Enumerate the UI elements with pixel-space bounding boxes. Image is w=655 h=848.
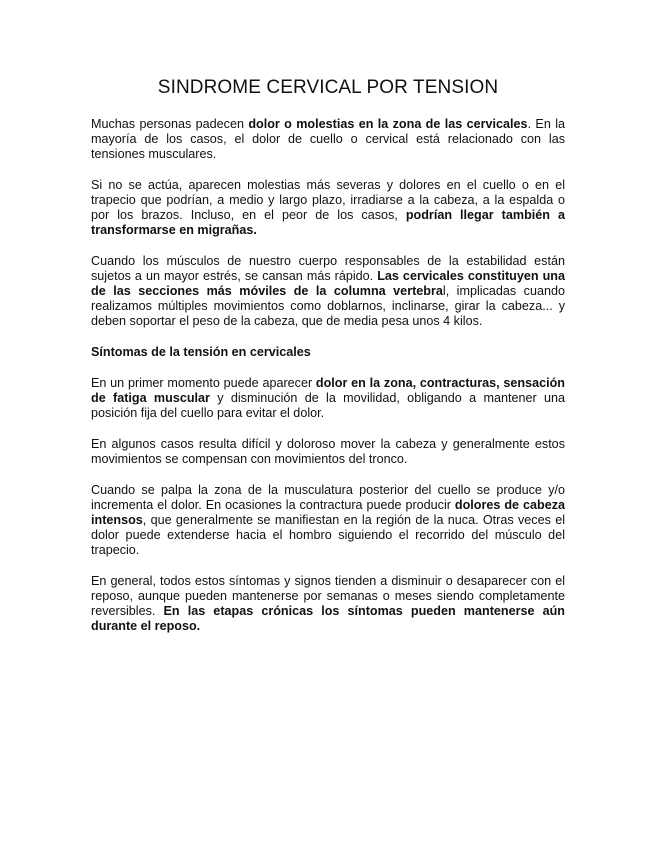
page-title: SINDROME CERVICAL POR TENSION [157, 77, 499, 98]
text-segment: En general, todos estos síntomas y signos tienden a disminuir o desaparecer con el reposo, aunque pueden mantenerse por semanas o meses siendo completamente reversibles. [91, 574, 565, 618]
paragraph [91, 178, 565, 238]
text-segment: En algunos casos resulta difícil y doloroso mover la cabeza y generalmente estos movimientos se compensan con movimientos del tronco. [91, 437, 565, 466]
intro-section [91, 117, 565, 329]
bold-text-segment: En las etapas crónicas los síntomas pueden mantenerse aún durante el reposo. [91, 604, 565, 633]
paragraph [91, 376, 565, 421]
text-segment: Cuando los músculos de nuestro cuerpo responsables de la estabilidad están sujetos a un mayor estrés, se cansan más rápido. [91, 254, 565, 283]
symptoms-section [91, 376, 565, 634]
text-segment: Muchas personas padecen [91, 117, 249, 131]
paragraph [91, 117, 565, 162]
paragraph [91, 574, 565, 634]
text-segment: En un primer momento puede aparecer [91, 376, 316, 390]
paragraph [91, 437, 565, 467]
text-segment: y disminución de la movilidad, obligando a mantener una posición fija del cuello para evitar el dolor. [91, 391, 566, 420]
paragraph [91, 483, 565, 558]
text-segment: , que generalmente se manifiestan en la región de la nuca. Otras veces el dolor puede extenderse hacia el hombro siguiendo el recorrido del músculo del trapecio. [91, 513, 565, 557]
bold-text-segment: dolor en la zona, contracturas, sensación de fatiga muscular [91, 376, 565, 405]
text-segment: . En la mayoría de los casos, el dolor de cuello o cervical está relacionado con las tensiones musculares. [91, 117, 566, 161]
text-segment: Cuando se palpa la zona de la musculatura posterior del cuello se produce y/o incrementa el dolor. En ocasiones la contractura puede producir [91, 483, 565, 512]
bold-text-segment: dolores de cabeza intensos [91, 498, 565, 527]
bold-text-segment: podrían llegar también a transformarse en migrañas. [91, 208, 566, 237]
text-segment: Si no se actúa, aparecen molestias más severas y dolores en el cuello o en el trapecio que podrían, a medio y largo plazo, irradiarse a la cabeza, a la espalda o por los brazos. Incluso, en el peor de los casos, [91, 178, 565, 222]
bold-text-segment: dolor o molestias en la zona de las cervicales [248, 117, 528, 131]
bold-text-segment: Las cervicales constituyen una de las secciones más móviles de la columna vertebra [91, 269, 565, 298]
paragraph [91, 254, 565, 329]
text-segment: l, implicadas cuando realizamos múltiples movimientos como doblarnos, inclinarse, girar la cabeza... y deben soportar el peso de la cabeza, que de media pesa unos 4 kilos. [91, 284, 565, 328]
section-heading: Síntomas de la tensión en cervicales [91, 345, 311, 359]
